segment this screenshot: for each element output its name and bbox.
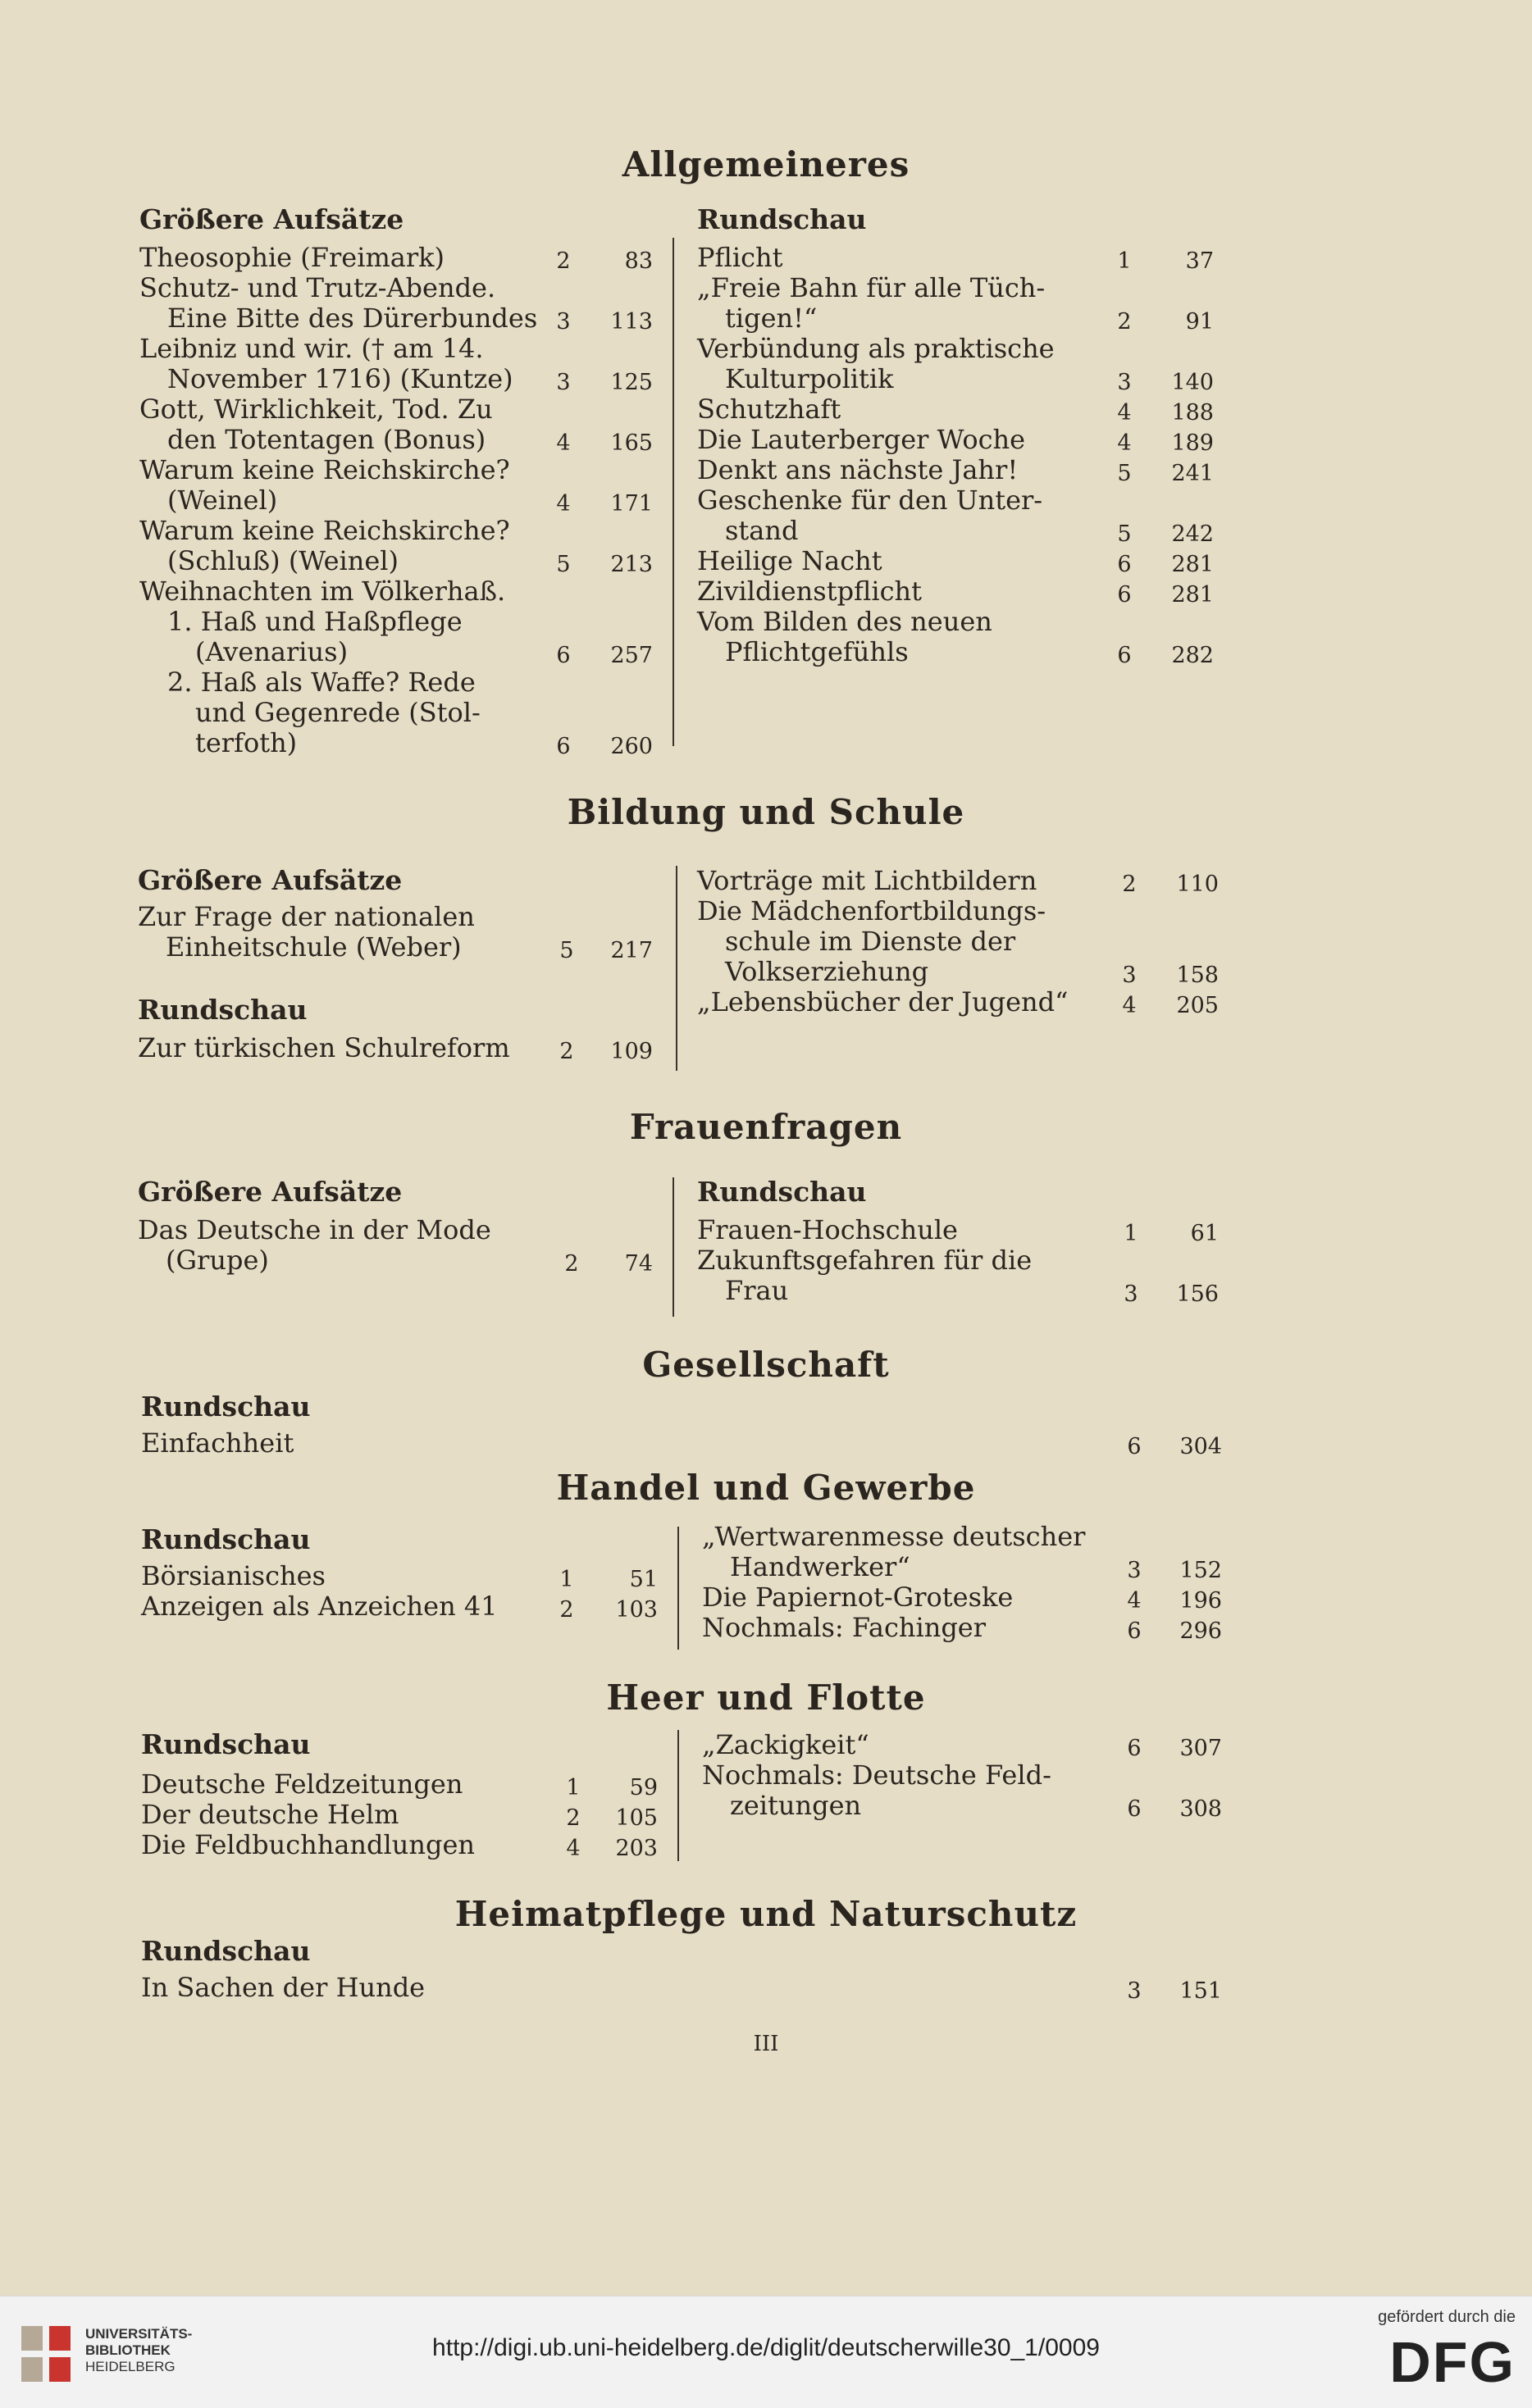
entry-volume: 4 bbox=[1127, 1588, 1142, 1614]
entry-page: 110 bbox=[1176, 872, 1219, 897]
entry-page: 307 bbox=[1179, 1736, 1222, 1761]
entry-page: 165 bbox=[610, 430, 653, 456]
entry-volume: 4 bbox=[1117, 430, 1132, 456]
entry-page: 140 bbox=[1171, 370, 1214, 395]
entry-volume: 6 bbox=[1127, 1796, 1142, 1822]
section-title-frauenfragen: Frauenfragen bbox=[629, 1107, 903, 1147]
entry-volume: 5 bbox=[556, 552, 571, 577]
entry-title-line: Zur Frage der nationalen bbox=[138, 901, 475, 932]
entry-page: 296 bbox=[1179, 1618, 1222, 1644]
dfg-logo: DFG bbox=[1389, 2330, 1516, 2394]
entry-title-line: Vorträge mit Lichtbildern bbox=[697, 865, 1037, 896]
entry-title-line: „Lebensbücher der Jugend“ bbox=[697, 986, 1069, 1017]
entry-title-line: In Sachen der Hunde bbox=[141, 1972, 426, 2003]
entry-title-line: Einfachheit bbox=[141, 1427, 294, 1459]
entry-title bbox=[702, 1760, 1051, 1821]
entry-title bbox=[139, 394, 493, 455]
entry-volume: 6 bbox=[556, 734, 571, 759]
entry-title-line: (Grupe) bbox=[166, 1245, 269, 1276]
column-divider bbox=[677, 1527, 679, 1650]
entry-volume: 1 bbox=[1117, 248, 1132, 274]
entry-page: 205 bbox=[1176, 993, 1219, 1018]
entry-title-line: Frau bbox=[725, 1275, 789, 1306]
column-divider bbox=[676, 866, 677, 1071]
entry-title bbox=[697, 243, 783, 273]
entry-page: 91 bbox=[1185, 309, 1214, 335]
entry-volume: 6 bbox=[1117, 643, 1132, 668]
entry-volume: 2 bbox=[566, 1805, 581, 1831]
entry-title-line: tigen!“ bbox=[725, 303, 818, 334]
entry-title-line: 1. Haß und Haßpflege bbox=[167, 606, 463, 637]
entry-title-line: Das Deutsche in der Mode bbox=[138, 1214, 491, 1245]
entry-page: 83 bbox=[624, 248, 653, 274]
entry-volume: 3 bbox=[1117, 370, 1132, 395]
entry-title-line: Pflicht bbox=[697, 242, 783, 273]
entry-volume: 1 bbox=[1124, 1221, 1138, 1246]
entry-page: 156 bbox=[1176, 1281, 1219, 1307]
entry-page: 105 bbox=[615, 1805, 658, 1831]
entry-volume: 3 bbox=[1124, 1281, 1138, 1307]
entry-title-line: „Wertwarenmesse deutscher bbox=[702, 1521, 1086, 1552]
entry-title-line: und Gegenrede (Stol- bbox=[195, 697, 481, 728]
entry-title-line: (Avenarius) bbox=[195, 636, 349, 667]
entry-volume: 2 bbox=[1117, 309, 1132, 335]
entry-page: 109 bbox=[610, 1039, 653, 1064]
entry-volume: 4 bbox=[566, 1836, 581, 1861]
entry-title-line: November 1716) (Kuntze) bbox=[167, 363, 513, 394]
entry-title bbox=[139, 576, 505, 667]
entry-page: 281 bbox=[1171, 582, 1214, 608]
entry-page: 304 bbox=[1179, 1434, 1222, 1459]
entry-page: 196 bbox=[1179, 1588, 1222, 1614]
entry-title bbox=[141, 1830, 475, 1860]
entry-volume: 6 bbox=[556, 643, 571, 668]
entry-page: 61 bbox=[1190, 1221, 1219, 1246]
entry-title-line: Weihnachten im Völkerhaß. bbox=[139, 576, 506, 607]
entry-page: 152 bbox=[1179, 1558, 1222, 1583]
entry-title-line: Geschenke für den Unter- bbox=[697, 485, 1043, 516]
logo-line: BIBLIOTHEK bbox=[85, 2342, 171, 2358]
subheading-rundschau: Rundschau bbox=[697, 203, 867, 235]
entry-title-line: Die Feldbuchhandlungen bbox=[141, 1829, 475, 1860]
entry-page: 260 bbox=[610, 734, 653, 759]
entry-page: 37 bbox=[1185, 248, 1214, 274]
entry-title-line: Theosophie (Freimark) bbox=[139, 242, 445, 273]
entry-title-line: Schutz- und Trutz-Abende. bbox=[139, 272, 496, 303]
logo-line: HEIDELBERG bbox=[85, 2359, 176, 2374]
entry-title bbox=[697, 546, 882, 576]
entry-title bbox=[138, 902, 475, 963]
entry-title bbox=[697, 866, 1037, 896]
entry-page: 151 bbox=[1179, 1978, 1222, 2004]
entry-title bbox=[697, 394, 841, 425]
entry-title bbox=[697, 576, 922, 607]
entry-title-line: Eine Bitte des Dürerbundes bbox=[167, 303, 538, 334]
entry-title bbox=[697, 273, 1045, 334]
entry-volume: 5 bbox=[1117, 461, 1132, 486]
entry-page: 59 bbox=[629, 1775, 658, 1800]
entry-volume: 6 bbox=[1127, 1618, 1142, 1644]
entry-page: 217 bbox=[610, 938, 653, 963]
subheading-rundschau: Rundschau bbox=[141, 1523, 311, 1555]
entry-volume: 4 bbox=[556, 430, 571, 456]
entry-title-line: Zukunftsgefahren für die bbox=[697, 1245, 1033, 1276]
column-divider bbox=[673, 1177, 674, 1317]
entry-title bbox=[697, 455, 1018, 485]
entry-title bbox=[702, 1522, 1085, 1582]
entry-title-line: Verbündung als praktische bbox=[697, 333, 1055, 364]
entry-title-line: Der deutsche Helm bbox=[141, 1799, 399, 1830]
subheading-rundschau: Rundschau bbox=[138, 994, 308, 1026]
entry-title-line: Pflichtgefühls bbox=[725, 636, 909, 667]
entry-page: 242 bbox=[1171, 521, 1214, 547]
entry-volume: 6 bbox=[1127, 1434, 1142, 1459]
entry-title-line: (Schluß) (Weinel) bbox=[167, 545, 399, 576]
entry-volume: 2 bbox=[559, 1597, 574, 1623]
page-number: III bbox=[753, 2032, 779, 2056]
entry-page: 257 bbox=[610, 643, 653, 668]
entry-volume: 2 bbox=[559, 1039, 574, 1064]
entry-page: 308 bbox=[1179, 1796, 1222, 1822]
entry-title-line: Börsianisches bbox=[141, 1560, 326, 1591]
entry-volume: 3 bbox=[556, 309, 571, 335]
entry-title-line: zeitungen bbox=[730, 1790, 862, 1821]
entry-title bbox=[141, 1428, 294, 1459]
footer-bar bbox=[0, 2296, 1532, 2408]
entry-title-line: Die Papiernot-Groteske bbox=[702, 1582, 1014, 1613]
entry-volume: 6 bbox=[1117, 552, 1132, 577]
entry-title bbox=[141, 1591, 498, 1622]
entry-title-line: den Totentagen (Bonus) bbox=[167, 424, 486, 455]
entry-title-line: Zur türkischen Schulreform bbox=[138, 1032, 510, 1063]
entry-title-line: Vom Bilden des neuen bbox=[697, 606, 992, 637]
entry-title bbox=[139, 334, 513, 394]
entry-title bbox=[697, 485, 1042, 546]
entry-title bbox=[141, 1561, 326, 1591]
section-title-bildung: Bildung und Schule bbox=[567, 792, 965, 832]
entry-title-line: Deutsche Feldzeitungen bbox=[141, 1768, 463, 1800]
entry-title-line: Gott, Wirklichkeit, Tod. Zu bbox=[139, 394, 493, 425]
entry-volume: 4 bbox=[1117, 400, 1132, 426]
entry-title-line: Schutzhaft bbox=[697, 394, 841, 425]
entry-volume: 1 bbox=[566, 1775, 581, 1800]
entry-volume: 4 bbox=[1122, 993, 1137, 1018]
entry-volume: 2 bbox=[1122, 872, 1137, 897]
entry-title bbox=[139, 667, 481, 758]
entry-title-line: Warum keine Reichskirche? bbox=[139, 515, 510, 546]
entry-title bbox=[697, 334, 1055, 394]
entry-page: 213 bbox=[610, 552, 653, 577]
entry-title bbox=[141, 1769, 463, 1800]
entry-page: 189 bbox=[1171, 430, 1214, 456]
entry-page: 282 bbox=[1171, 643, 1214, 668]
column-divider bbox=[677, 1730, 679, 1861]
entry-page: 171 bbox=[610, 491, 653, 517]
section-title-heimat: Heimatpflege und Naturschutz bbox=[454, 1894, 1078, 1934]
entry-title bbox=[138, 1215, 491, 1276]
entry-page: 103 bbox=[615, 1597, 658, 1623]
entry-title-line: terfoth) bbox=[195, 727, 298, 758]
entry-title bbox=[139, 455, 510, 516]
entry-page: 241 bbox=[1171, 461, 1214, 486]
entry-volume: 5 bbox=[1117, 521, 1132, 547]
subheading-groessere-aufsaetze: Größere Aufsätze bbox=[139, 203, 404, 235]
entry-title-line: Kulturpolitik bbox=[725, 363, 894, 394]
column-divider bbox=[673, 238, 674, 746]
entry-title-line: Warum keine Reichskirche? bbox=[139, 454, 510, 485]
source-url-link[interactable]: http://digi.ub.uni-heidelberg.de/diglit/deutscherwille30_1/0009 bbox=[432, 2334, 1100, 2361]
entry-volume: 3 bbox=[556, 370, 571, 395]
entry-title bbox=[697, 1245, 1032, 1306]
funding-label: gefördert durch die bbox=[1378, 2308, 1516, 2326]
entry-title-line: Nochmals: Fachinger bbox=[702, 1612, 987, 1643]
entry-volume: 3 bbox=[1122, 963, 1137, 988]
subheading-rundschau: Rundschau bbox=[697, 1176, 867, 1208]
entry-title-line: Handwerker“ bbox=[730, 1551, 910, 1582]
entry-page: 74 bbox=[624, 1251, 653, 1277]
entry-volume: 6 bbox=[1127, 1736, 1142, 1761]
entry-title-line: Die Mädchenfortbildungs- bbox=[697, 895, 1046, 926]
subheading-rundschau: Rundschau bbox=[141, 1728, 311, 1760]
entry-title-line: stand bbox=[725, 515, 799, 546]
entry-title-line: Leibniz und wir. († am 14. bbox=[139, 333, 484, 364]
entry-title-line: schule im Dienste der bbox=[725, 926, 1016, 957]
entry-title-line: Volkserziehung bbox=[725, 956, 929, 987]
entry-title-line: Nochmals: Deutsche Feld- bbox=[702, 1759, 1051, 1791]
entry-volume: 5 bbox=[559, 938, 574, 963]
entry-title-line: „Freie Bahn für alle Tüch- bbox=[697, 272, 1046, 303]
section-title-heer: Heer und Flotte bbox=[606, 1677, 926, 1718]
entry-volume: 1 bbox=[559, 1567, 574, 1592]
entry-title-line: Einheitschule (Weber) bbox=[166, 931, 462, 963]
entry-title-line: Frauen-Hochschule bbox=[697, 1214, 958, 1245]
entry-title-line: Zivildienstpflicht bbox=[697, 576, 923, 607]
entry-page: 51 bbox=[629, 1567, 658, 1592]
subheading-rundschau: Rundschau bbox=[141, 1935, 311, 1967]
subheading-groessere-aufsaetze: Größere Aufsätze bbox=[138, 864, 403, 896]
entry-page: 203 bbox=[615, 1836, 658, 1861]
entry-title bbox=[697, 987, 1068, 1017]
entry-title bbox=[697, 607, 992, 667]
entry-title-line: Anzeigen als Anzeichen 41 bbox=[141, 1591, 498, 1622]
entry-title-line: Die Lauterberger Woche bbox=[697, 424, 1026, 455]
entry-title bbox=[697, 896, 1046, 987]
entry-title bbox=[141, 1973, 425, 2003]
entry-volume: 4 bbox=[556, 491, 571, 517]
entry-page: 281 bbox=[1171, 552, 1214, 577]
subheading-rundschau: Rundschau bbox=[141, 1391, 311, 1422]
entry-volume: 2 bbox=[556, 248, 571, 274]
entry-page: 125 bbox=[610, 370, 653, 395]
section-title-gesellschaft: Gesellschaft bbox=[642, 1345, 890, 1385]
entry-volume: 3 bbox=[1127, 1558, 1142, 1583]
entry-volume: 2 bbox=[564, 1251, 579, 1277]
entry-title-line: 2. Haß als Waffe? Rede bbox=[167, 667, 476, 698]
entry-volume: 6 bbox=[1117, 582, 1132, 608]
section-title-allgemeineres: Allgemeineres bbox=[622, 144, 910, 184]
entry-title-line: Denkt ans nächste Jahr! bbox=[697, 454, 1019, 485]
logo-line: UNIVERSITÄTS- bbox=[85, 2326, 193, 2342]
entry-title-line: „Zackigkeit“ bbox=[702, 1729, 869, 1760]
entry-title bbox=[141, 1800, 399, 1830]
entry-title bbox=[139, 516, 510, 576]
entry-title bbox=[139, 273, 537, 334]
entry-page: 188 bbox=[1171, 400, 1214, 426]
entry-title-line: (Weinel) bbox=[167, 485, 278, 516]
entry-volume: 3 bbox=[1127, 1978, 1142, 2004]
entry-title bbox=[697, 1215, 958, 1245]
section-title-handel: Handel und Gewerbe bbox=[556, 1468, 976, 1508]
subheading-groessere-aufsaetze: Größere Aufsätze bbox=[138, 1176, 403, 1208]
entry-title bbox=[139, 243, 445, 273]
entry-title bbox=[138, 1033, 510, 1063]
entry-title bbox=[702, 1730, 869, 1760]
entry-title bbox=[702, 1582, 1013, 1613]
entry-title-line: Heilige Nacht bbox=[697, 545, 882, 576]
entry-title bbox=[702, 1613, 986, 1643]
entry-title bbox=[697, 425, 1025, 455]
entry-page: 113 bbox=[610, 309, 653, 335]
entry-page: 158 bbox=[1176, 963, 1219, 988]
